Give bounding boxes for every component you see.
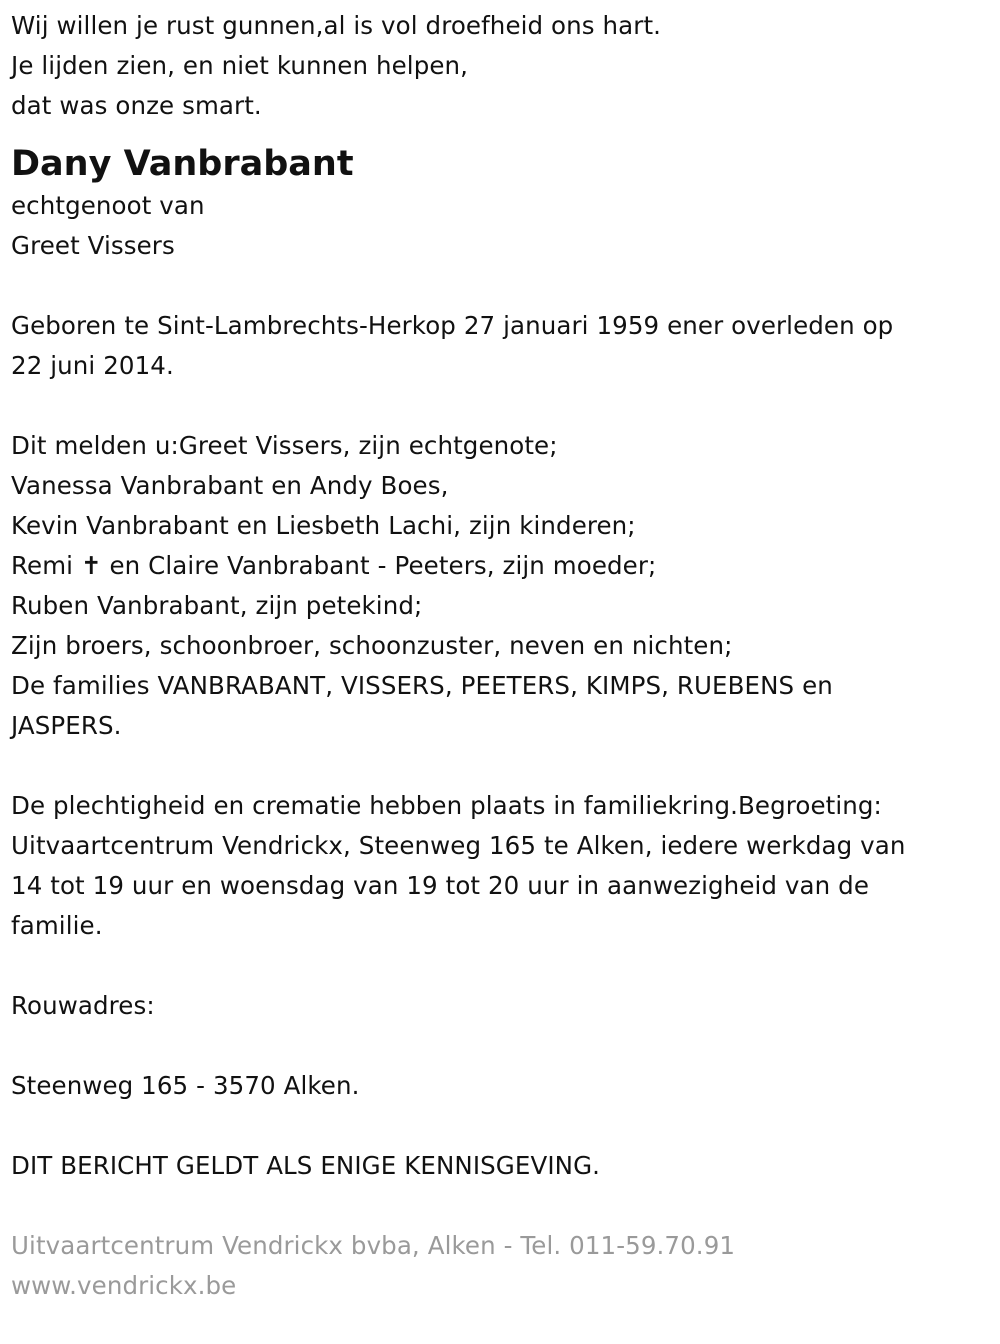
spacer bbox=[11, 1106, 986, 1146]
address-value: Steenweg 165 - 3570 Alken. bbox=[11, 1071, 360, 1100]
cross-icon: ✝ bbox=[80, 551, 102, 580]
spacer bbox=[11, 746, 986, 786]
paragraph-line: familie. bbox=[11, 911, 103, 940]
poem-line: Wij willen je rust gunnen,al is vol droefheid ons hart. bbox=[11, 11, 662, 40]
announcer-line: Dit melden u:Greet Vissers, zijn echtgenote; bbox=[11, 431, 558, 460]
announcers-paragraph bbox=[11, 426, 986, 746]
announcer-text: Remi bbox=[11, 551, 81, 580]
relation-text: echtgenoot van bbox=[11, 191, 205, 220]
announcer-line: Kevin Vanbrabant en Liesbeth Lachi, zijn kinderen; bbox=[11, 511, 636, 540]
paragraph-line: 14 tot 19 uur en woensdag van 19 tot 20 uur in aanwezigheid van de bbox=[11, 871, 869, 900]
announcer-line bbox=[11, 546, 986, 586]
poem-line: dat was onze smart. bbox=[11, 91, 262, 120]
poem bbox=[11, 6, 986, 126]
spacer bbox=[11, 946, 986, 986]
announcer-line: Ruben Vanbrabant, zijn petekind; bbox=[11, 591, 423, 620]
birth-death-paragraph bbox=[11, 306, 986, 386]
announcer-line: JASPERS. bbox=[11, 711, 122, 740]
announcer-line: Vanessa Vanbrabant en Andy Boes, bbox=[11, 471, 449, 500]
obituary-notice bbox=[11, 6, 986, 1306]
spacer bbox=[11, 1026, 986, 1066]
deceased-name: Dany Vanbrabant bbox=[11, 144, 354, 184]
spacer bbox=[11, 1186, 986, 1226]
footer-company: Uitvaartcentrum Vendrickx bvba, Alken - Tel. 011-59.70.91 bbox=[11, 1231, 736, 1260]
paragraph-line: Geboren te Sint-Lambrechts-Herkop 27 januari 1959 ener overleden op bbox=[11, 311, 894, 340]
footer-website[interactable]: www.vendrickx.be bbox=[11, 1271, 237, 1300]
paragraph-line: De plechtigheid en crematie hebben plaats in familiekring.Begroeting: bbox=[11, 791, 882, 820]
announcer-text: en Claire Vanbrabant - Peeters, zijn moeder; bbox=[101, 551, 657, 580]
spacer bbox=[11, 386, 986, 426]
announcer-line: De families VANBRABANT, VISSERS, PEETERS, KIMPS, RUEBENS en bbox=[11, 671, 833, 700]
address-label: Rouwadres: bbox=[11, 991, 155, 1020]
announcer-line: Zijn broers, schoonbroer, schoonzuster, neven en nichten; bbox=[11, 631, 733, 660]
paragraph-line: 22 juni 2014. bbox=[11, 351, 174, 380]
spouse-name: Greet Vissers bbox=[11, 231, 175, 260]
ceremony-paragraph bbox=[11, 786, 986, 946]
footer bbox=[11, 1226, 986, 1306]
poem-line: Je lijden zien, en niet kunnen helpen, bbox=[11, 51, 469, 80]
spacer bbox=[11, 266, 986, 306]
paragraph-line: Uitvaartcentrum Vendrickx, Steenweg 165 te Alken, iedere werkdag van bbox=[11, 831, 906, 860]
notice-text: DIT BERICHT GELDT ALS ENIGE KENNISGEVING. bbox=[11, 1151, 601, 1180]
